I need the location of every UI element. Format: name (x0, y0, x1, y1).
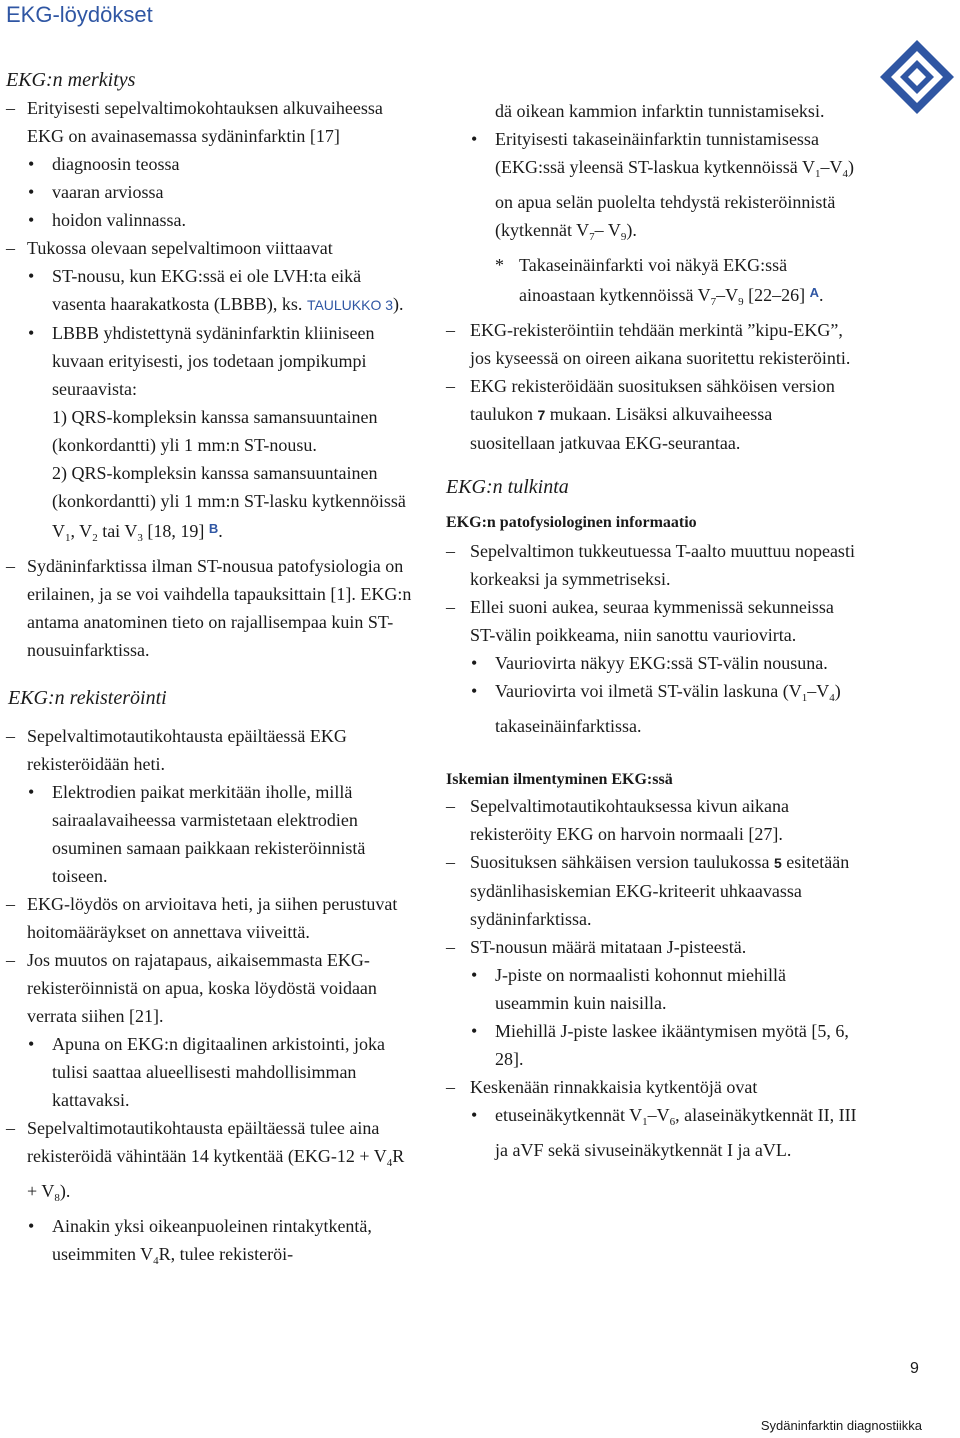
list-item: – Jos muutos on rajatapaus, aikaisemmasta EKG-rekisteröinnistä on apua, koska löydöstä voidaan verrata siihen [21]. (6, 950, 377, 1026)
footer-title: Sydäninfarktin diagnostiikka (760, 1418, 922, 1433)
list-item: – EKG-rekisteröintiin tehdään merkintä ”kipu-EKG”, jos kyseessä on oireen aikana suoritettu rekisteröinti. (446, 320, 851, 368)
list-item: 1) QRS-kompleksin kanssa samansuuntainen (konkordantti) yli 1 mm:n ST-nousu. (52, 407, 378, 455)
page-number: 9 (910, 1360, 919, 1377)
heading-ekg-tulkinta: EKG:n tulkinta (446, 476, 569, 498)
list-item: • LBBB yhdistettynä sydäninfarktin kliiniseen kuvaan erityisesti, jos todetaan jompikumpi seuraavista: (28, 323, 375, 399)
left-column (6, 66, 416, 1275)
list-item: – ST-nousun määrä mitataan J-pisteestä. (446, 937, 747, 957)
right-column (446, 97, 860, 1164)
subheading-patofysiologinen: EKG:n patofysiologinen informaatio (446, 514, 697, 531)
heading-ekg-merkitys: EKG:n merkitys (6, 69, 136, 91)
list-item: – Sydäninfarktissa ilman ST-nousua patofysiologia on erilainen, ja se voi vaihdella tapauksittain [1]. EKG:n antama anatominen tieto on rajallisempaa kuin ST-nousuinfarktissa. (6, 556, 412, 660)
list-item: – EKG rekisteröidään suosituksen sähköisen version taulukon 7 mukaan. Lisäksi alkuvaiheessa suositellaan jatkuvaa EKG-seurantaa. (446, 376, 835, 453)
list-item: • Ainakin yksi oikeanpuoleinen rintakytkentä, useimmiten $V_4R$, tulee rekisteröi- (28, 1216, 372, 1267)
list-item: • Miehillä J-piste laskee ikääntymisen myötä [5, 6, 28]. (471, 1021, 849, 1069)
table-reference-link[interactable]: TAULUKKO 3 (306, 297, 394, 313)
list-item: • J-piste on normaalisti kohonnut miehillä useammin kuin naisilla. (471, 965, 786, 1013)
list-item: – Ellei suoni aukea, seuraa kymmenissä sekunneissa ST-välin poikkeama, niin sanottu vauriovirta. (446, 597, 834, 645)
list-item: – Sepelvaltimon tukkeutuessa T-aalto muuttuu nopeasti korkeaksi ja symmetriseksi. (446, 541, 855, 589)
list-item: dä oikean kammion infarktin tunnistamiseksi. (495, 101, 825, 121)
table-reference-link[interactable]: 7 (537, 407, 546, 423)
list-item: • vaaran arviossa (28, 182, 164, 202)
list-item: • Apuna on EKG:n digitaalinen arkistointi, joka tulisi saattaa alueellisesti mahdollisimman kattavaksi. (28, 1034, 385, 1110)
list-item: – EKG-löydös on arvioitava heti, ja siihen perustuvat hoitomääräykset on annettava viiveittä. (6, 894, 398, 942)
list-item: – Sepelvaltimotautikohtausta epäiltäessä EKG rekisteröidään heti. (6, 726, 347, 774)
list-item: • Elektrodien paikat merkitään iholle, millä sairaalavaiheessa varmistetaan elektrodien osuminen samaan paikkaan rekisteröinnistä toiseen. (28, 782, 366, 886)
list-item: • Vauriovirta näkyy EKG:ssä ST-välin nousuna. (471, 653, 828, 673)
page-title: EKG-löydökset (6, 2, 153, 27)
list-item: – Suosituksen sähkäisen version taulukossa 5 esitetään sydänlihasiskemian EKG-kriteerit uhkaavassa sydäninfarktissa. (446, 852, 850, 929)
list-item: • ST-nousu, kun EKG:ssä ei ole LVH:ta eikä vasenta haarakatkosta (LBBB), ks. TAULUKKO 3). (28, 266, 404, 314)
evidence-grade-badge: B (208, 521, 219, 536)
evidence-grade-badge: A (809, 285, 820, 300)
list-item: * Takaseinäinfarkti voi näkyä EKG:ssä ainoastaan kytkennöissä $V_7-V_9$ [22–26] $^A$. (495, 255, 824, 308)
table-reference-link[interactable]: 5 (773, 855, 782, 871)
diamond-logo-icon (878, 38, 956, 116)
list-item: • etuseinäkytkennät $V_1-V_6$, alaseinäkytkennät II, III ja aVF sekä sivuseinäkytkennät I ja aVL. (471, 1105, 857, 1160)
subheading-iskemia: Iskemian ilmentyminen EKG:ssä (446, 771, 673, 788)
list-item: – Erityisesti sepelvaltimokohtauksen alkuvaiheessa EKG on avainasemassa sydäninfarktin [17] (6, 98, 383, 146)
list-item: – Sepelvaltimotautikohtausta epäiltäessä tulee aina rekisteröidä vähintään 14 kytkentää $(EKG-12 + V_4R + V_8)$. (6, 1118, 405, 1204)
list-item: • Vauriovirta voi ilmetä ST-välin laskuna $(V_1-V_4)$ takaseinäinfarktissa. (471, 681, 841, 736)
list-item: • diagnoosin teossa (28, 154, 180, 174)
heading-ekg-rekisterointi: EKG:n rekisteröinti (8, 687, 167, 709)
list-item: • hoidon valinnassa. (28, 210, 186, 230)
list-item: – Sepelvaltimotautikohtauksessa kivun aikana rekisteröity EKG on harvoin normaali [27]. (446, 796, 789, 844)
list-item: 2) QRS-kompleksin kanssa samansuuntainen (konkordantti) yli 1 mm:n ST-lasku kytkennöissä $V_1$, $V_2$ tai $V_3$ [18, 19] $^B$. (52, 463, 406, 544)
list-item: • Erityisesti takaseinäinfarktin tunnistamisessa (EKG:ssä yleensä ST-laskua kytkennöissä $V_1-V_4$) on apua selän puolelta tehdystä rekisteröinnistä (kytkennät $V_7-$ $V_9$). (471, 129, 854, 243)
list-item: – Tukossa olevaan sepelvaltimoon viittaavat (6, 238, 333, 258)
list-item: – Keskenään rinnakkaisia kytkentöjä ovat (446, 1077, 758, 1097)
